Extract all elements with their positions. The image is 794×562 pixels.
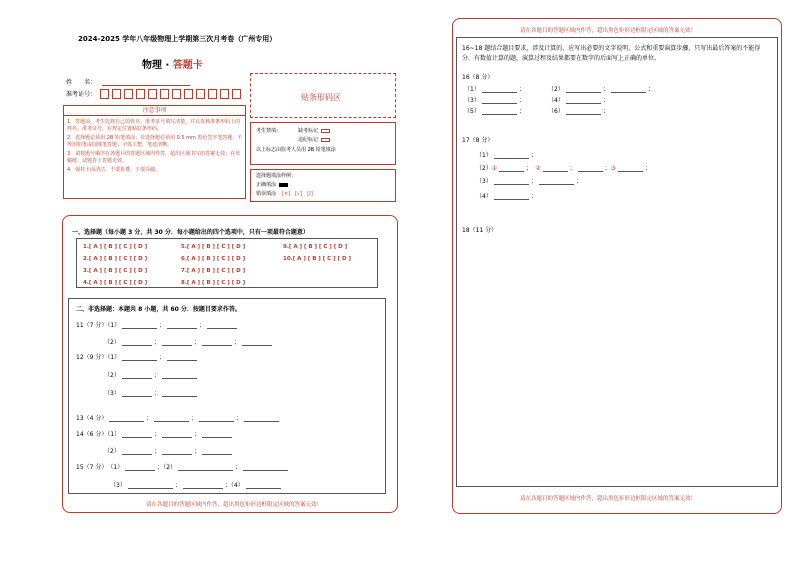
q17-row1: （1） ；: [476, 152, 537, 159]
answer-blank[interactable]: [494, 179, 529, 185]
choice-row[interactable]: 8.[ A ] [ B ] [ C ] [ D ]: [181, 280, 246, 286]
choice-row[interactable]: 9.[ A ] [ B ] [ C ] [ D ]: [283, 244, 348, 250]
answer-blank[interactable]: [202, 449, 232, 455]
choice-row[interactable]: 4.[ A ] [ B ] [ C ] [ D ]: [83, 280, 148, 286]
right-intro: 16~18 题结合题目要求，涉及计算的，应写出必要的文字说明、公式和重要演算步骤，只写出最后答案的不能得分．有数值计算的题，演算过程及结果都要在数字的后面写上正确的单位。: [462, 45, 761, 63]
choice-row[interactable]: 2.[ A ] [ B ] [ C ] [ D ]: [83, 256, 148, 262]
q16-row2: （3） ；: [464, 97, 525, 104]
footer-bottom-right: 请在各题目的答题区域内作答，超出黑色矩形边框限定区域的答案无效！: [520, 496, 697, 502]
note-item: 4．保持卡面清洁，不要折叠、不要弄破。: [67, 167, 161, 173]
barcode-label: 贴条形码区: [301, 93, 341, 102]
q17-title: 17（8 分）: [462, 137, 494, 144]
id-cell[interactable]: [112, 89, 121, 99]
answer-blank[interactable]: [543, 166, 568, 172]
attention-label: 考生禁填：: [256, 128, 282, 134]
answer-blank[interactable]: [499, 166, 524, 172]
answer-blank[interactable]: [482, 98, 517, 104]
choice-row[interactable]: 6.[ A ] [ B ] [ C ] [ D ]: [181, 256, 246, 262]
q17-row2: （2）① ； ② ； ；③ ；: [476, 165, 652, 172]
cheat-mark[interactable]: 违纪标记: [298, 137, 330, 144]
answer-blank[interactable]: [162, 391, 197, 397]
q15-line2: （3） ； ；（4）: [110, 483, 283, 489]
id-label: 准考证号：: [66, 91, 97, 98]
q11-line1: 11（7 分）（1） ； ；: [76, 323, 239, 329]
note-item: 3．请按题号顺序在各题目的答题区域内作答，超出区域书写的答案无效；在草稿纸、试题卷上答题无效。: [67, 151, 241, 164]
footer-left: 请在各题目的答题区域内作答，超出黑色矩形边框限定区域的答案无效！: [146, 502, 323, 508]
card-title: 物理 · 答题卡: [142, 60, 203, 71]
note-item: 2．选择题必须用 2B 铅笔填涂；非选择题必须用 0.5 mm 黑色签字笔答题，不得用铅笔或圆珠笔答题；字体工整、笔迹清晰。: [67, 135, 243, 148]
attention-note: 以上标志由监考人员用 2B 铅笔填涂: [256, 147, 336, 153]
answer-blank[interactable]: [246, 483, 281, 489]
answer-blank[interactable]: [109, 416, 144, 422]
id-cell[interactable]: [148, 89, 157, 99]
id-cell[interactable]: [196, 89, 205, 99]
answer-blank[interactable]: [482, 87, 517, 93]
id-cell[interactable]: [220, 89, 229, 99]
cheat-box[interactable]: [321, 138, 330, 142]
q16-row3: （5） ；: [464, 108, 525, 115]
footer-top-right: 请在各题目的答题区域内作答，超出黑色矩形边框限定区域的答案无效！: [520, 28, 697, 34]
id-cell[interactable]: [100, 89, 109, 99]
answer-blank[interactable]: [162, 432, 192, 438]
answer-blank[interactable]: [122, 373, 152, 379]
section1-title: 一、选择题（每小题 3 分，共 30 分．每小题给出的四个选项中，只有一项最符合题意）: [72, 229, 309, 236]
notes-title: 注意事项: [64, 106, 245, 116]
q14-line2: （2） ； ；: [104, 449, 234, 455]
q16-row1: （1） ；: [464, 86, 525, 93]
id-cell[interactable]: [184, 89, 193, 99]
example-title: 选择题填涂样例：: [256, 173, 297, 179]
id-cell[interactable]: [124, 89, 133, 99]
answer-blank[interactable]: [122, 340, 152, 346]
q17-row4: （4） ；: [476, 193, 537, 200]
id-cell[interactable]: [172, 89, 181, 99]
notes-box: [63, 105, 246, 199]
answer-blank[interactable]: [618, 166, 643, 172]
answer-blank[interactable]: [494, 153, 529, 159]
answer-blank[interactable]: [566, 109, 601, 115]
answer-blank[interactable]: [244, 416, 279, 422]
answer-blank[interactable]: [243, 465, 288, 471]
notes-list: [67, 119, 243, 174]
answer-blank[interactable]: [162, 449, 192, 455]
choice-grid: [76, 238, 378, 288]
answer-blank[interactable]: [202, 432, 232, 438]
q13-line: 13（4 分） ； ； ；: [76, 416, 281, 422]
q11-line2: （2） ； ； ；: [104, 340, 274, 346]
answer-blank[interactable]: [125, 465, 155, 471]
answer-blank[interactable]: [167, 323, 197, 329]
q16-row3b: （6） ；: [548, 108, 609, 115]
id-cell[interactable]: [208, 89, 217, 99]
answer-blank[interactable]: [162, 340, 192, 346]
note-item: 1．答题前，考生先将自己的姓名，准考证号填写清楚，并认真核准条形码上的姓名、准考证号，在规定位置贴好条形码。: [67, 119, 241, 132]
page-title: 2024-2025 学年八年级物理上学期第三次月考卷（广州专用）: [78, 35, 277, 43]
q12-line2: （2） ；: [104, 373, 199, 379]
filled-sample: [279, 183, 288, 187]
choice-row[interactable]: 3.[ A ] [ B ] [ C ] [ D ]: [83, 268, 148, 274]
name-label: 姓 名：: [66, 79, 97, 86]
answer-blank[interactable]: [578, 166, 603, 172]
name-field[interactable]: [102, 79, 190, 86]
answer-blank[interactable]: [167, 355, 197, 361]
q17-row3: （3） ； ；: [476, 178, 582, 185]
answer-blank[interactable]: [178, 465, 233, 471]
id-cell[interactable]: [232, 89, 241, 99]
absent-mark[interactable]: 缺考标记: [298, 128, 330, 135]
choice-row[interactable]: 5.[ A ] [ B ] [ C ] [ D ]: [181, 244, 246, 250]
absent-box[interactable]: [321, 129, 330, 133]
example-wrong: 错误填涂 [×] [√] [/]: [256, 191, 313, 197]
answer-blank[interactable]: [162, 373, 197, 379]
choice-row[interactable]: 7.[ A ] [ B ] [ C ] [ D ]: [181, 268, 246, 274]
q18-answer-area[interactable]: [462, 240, 772, 480]
answer-blank[interactable]: [154, 416, 189, 422]
answer-blank[interactable]: [122, 323, 157, 329]
q16-title: 16（8 分）: [462, 74, 494, 81]
answer-blank[interactable]: [202, 340, 232, 346]
id-cell[interactable]: [136, 89, 145, 99]
answer-blank[interactable]: [566, 98, 601, 104]
example-correct: 正确填涂: [256, 182, 288, 189]
q15-line1: 15（7 分） （1） ；（2） ；: [76, 465, 290, 471]
answer-blank[interactable]: [183, 483, 223, 489]
answer-blank[interactable]: [482, 109, 517, 115]
q12-line1: 12（9 分）（1） ；: [76, 355, 199, 361]
answer-blank[interactable]: [122, 432, 152, 438]
q14-line1: 14（6 分）（1） ； ；: [76, 432, 234, 438]
answer-blank[interactable]: [611, 87, 646, 93]
id-cell[interactable]: [160, 89, 169, 99]
q18-title: 18（11 分）: [462, 227, 498, 234]
barcode-area: [250, 73, 396, 118]
answer-blank[interactable]: [122, 355, 157, 361]
q16-row1b: （2） ； ；: [548, 86, 654, 93]
q16-row2b: （4） ；: [548, 97, 609, 104]
answer-blank[interactable]: [494, 194, 529, 200]
section2-title: 二、非选择题：本题共 8 小题，共 60 分．按题目要求作答。: [76, 306, 241, 313]
attention-box: [250, 122, 396, 165]
answer-blank[interactable]: [242, 340, 272, 346]
example-box: [250, 169, 396, 202]
answer-blank[interactable]: [199, 416, 234, 422]
q12-line3: （3） ；: [104, 391, 199, 397]
answer-blank[interactable]: [128, 483, 173, 489]
choice-row[interactable]: 1.[ A ] [ B ] [ C ] [ D ]: [83, 244, 148, 250]
answer-blank[interactable]: [122, 449, 152, 455]
answer-blank[interactable]: [122, 391, 152, 397]
id-boxes[interactable]: [100, 89, 245, 100]
answer-blank[interactable]: [207, 323, 237, 329]
answer-blank[interactable]: [539, 179, 574, 185]
answer-blank[interactable]: [566, 87, 601, 93]
choice-row[interactable]: 10.[ A ] [ B ] [ C ] [ D ]: [283, 256, 351, 262]
